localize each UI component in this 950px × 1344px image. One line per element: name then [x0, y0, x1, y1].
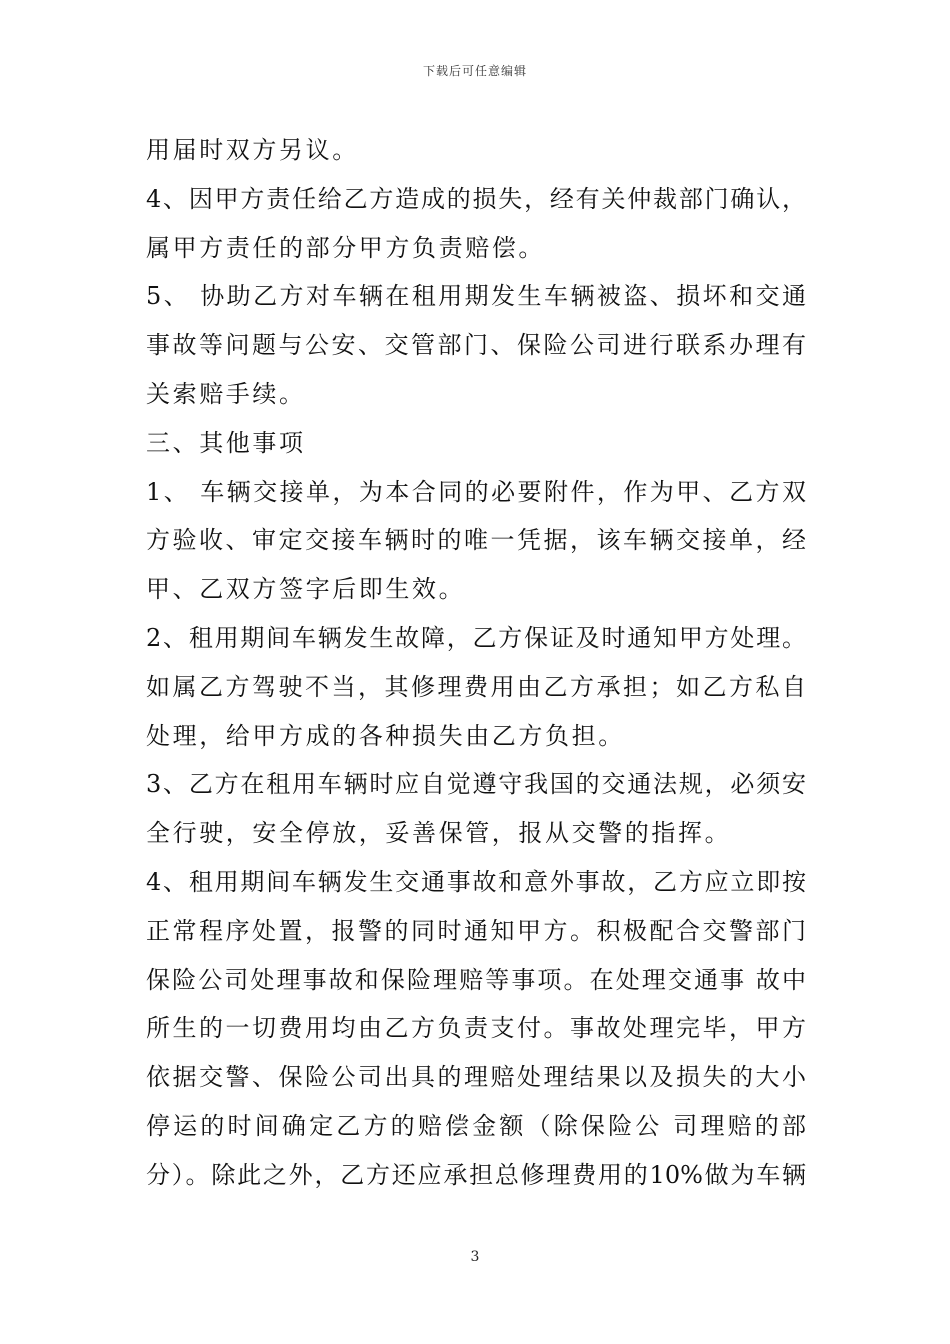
text-line: 用届时双方另议。 — [146, 136, 359, 164]
text-line: 5、 协助乙方对车辆在租用期发生车辆被盗、损坏和交通 — [146, 282, 806, 311]
text-line: 依据交警、保险公司出具的理赔处理结果以及损失的大小 — [146, 1063, 806, 1092]
text-line: 4、租用期间车辆发生交通事故和意外事故，乙方应立即按 — [146, 867, 806, 896]
text-line: 处理，给甲方成的各种损失由乙方负担。 — [146, 721, 625, 750]
document-body — [146, 126, 806, 1200]
text-line: 事故等问题与公安、交管部门、保险公司进行联系办理有 — [146, 331, 806, 360]
page-number: 3 — [470, 1249, 480, 1265]
text-line: 属甲方责任的部分甲方负责赔偿。 — [146, 233, 545, 262]
text-line: 正常程序处置，报警的同时通知甲方。积极配合交警部门 — [146, 916, 806, 945]
text-line: 停运的时间确定乙方的赔偿金额（除保险公 司理赔的部 — [146, 1111, 806, 1140]
text-line: 4、因甲方责任给乙方造成的损失，经有关仲裁部门确认， — [146, 184, 806, 213]
text-line: 三、其他事项 — [146, 428, 306, 457]
text-line: 甲、乙双方签字后即生效。 — [146, 575, 466, 604]
text-line: 保险公司处理事故和保险理赔等事项。在处理交通事 故中 — [146, 965, 806, 994]
text-line: 方验收、审定交接车辆时的唯一凭据，该车辆交接单，经 — [146, 526, 806, 555]
text-line: 1、 车辆交接单，为本合同的必要附件，作为甲、乙方双 — [146, 477, 806, 506]
text-line: 全行驶，安全停放，妥善保管，报从交警的指挥。 — [146, 819, 732, 848]
text-line: 如属乙方驾驶不当，其修理费用由乙方承担；如乙方私自 — [146, 672, 806, 701]
page-header: 下载后可任意编辑 — [422, 64, 527, 78]
text-line: 所生的一切费用均由乙方负责支付。事故处理完毕，甲方 — [146, 1014, 806, 1043]
text-line: 2、租用期间车辆发生故障，乙方保证及时通知甲方处理。 — [146, 623, 806, 652]
text-line: 3、乙方在租用车辆时应自觉遵守我国的交通法规，必须安 — [146, 770, 806, 799]
text-line: 关索赔手续。 — [146, 379, 306, 408]
text-line: 分）。除此之外，乙方还应承担总修理费用的10%做为车辆 — [146, 1160, 806, 1189]
